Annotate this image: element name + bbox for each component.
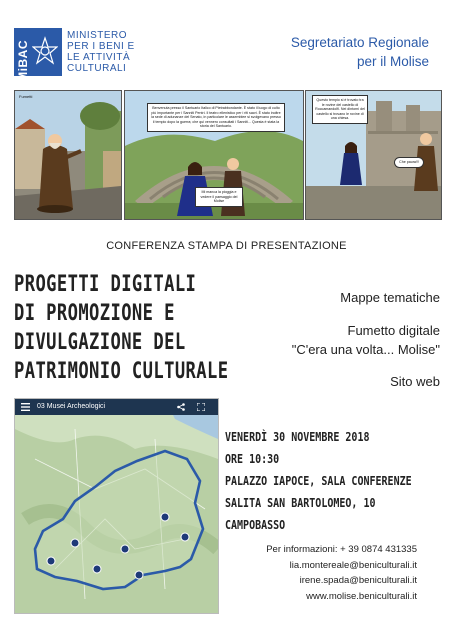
comic-panel-2-speech-bubble: Benvenuta presso il Santuario Italico di Pietrabbondante. È stato il luogo di culto più importante per i Sanniti Pentri. Il teatro ellenistico per i riti sacri. È stato inoltre la sede di adunanze del Senato, in particolare le assemblee si svolgevano presso il tempio dopo la guerra; che qui vennero consultati i Sanniti... Questa è stata la storia del Santuario. (147, 103, 285, 132)
ministry-line-3: LE ATTIVITÀ (67, 52, 131, 63)
ministry-logo (14, 28, 62, 82)
ministry-line-4: CULTURALI (67, 63, 127, 74)
comic-panel-3-speech-bubble: Questo tempio si è trovato tra le rovine del castello di Roccamandolfi. Nei dintorni del castello si trovano le rovine di una chiesa. (312, 95, 368, 124)
event-time: ORE 10:30 (225, 451, 280, 466)
comic-panel-2 (124, 90, 304, 220)
title-line-4: PATRIMONIO CULTURALE (14, 359, 229, 384)
logo-mark-text: MiBAC (16, 40, 30, 82)
museum-marker-1 (47, 557, 55, 565)
ministry-name (67, 30, 135, 74)
event-date: VENERDÌ 30 NOVEMBRE 2018 (225, 429, 370, 444)
main-title (14, 270, 228, 386)
contact-email-1[interactable]: lia.montereale@beniculturali.it (289, 559, 417, 571)
event-address: SALITA SAN BARTOLOMEO, 10 (225, 495, 376, 510)
share-icon[interactable] (177, 403, 185, 411)
comic-panel-3-exclamation: Che paura!!! (394, 157, 424, 168)
event-details (225, 426, 412, 536)
contact-email-2[interactable]: irene.spada@beniculturali.it (299, 575, 417, 586)
museum-marker-4 (121, 545, 129, 553)
fullscreen-icon[interactable] (197, 403, 205, 411)
project-fumetto-line-1: Fumetto digitale (347, 323, 440, 338)
map-canvas[interactable] (15, 399, 218, 613)
title-line-1: PROGETTI DIGITALI (14, 272, 197, 297)
segretariato-regionale (291, 33, 429, 71)
project-fumetto-line-2: "C'era una volta... Molise" (291, 342, 440, 357)
event-city: CAMPOBASSO (225, 517, 286, 532)
comic-panel-1-illustration (15, 91, 121, 219)
project-sito: Sito web (390, 374, 440, 389)
map-header (15, 399, 218, 415)
contact-phone: Per informazioni: + 39 0874 431335 (266, 544, 417, 555)
comic-panel-1 (14, 90, 122, 220)
ministry-line-1: MINISTERO (67, 30, 128, 41)
title-line-3: DIVULGAZIONE DEL (14, 330, 186, 355)
comic-panel-2-speech-bubble-small: Mi manca la pioggia e vedere il paesaggio del Molise (195, 187, 243, 207)
contact-info (266, 542, 417, 604)
ministry-line-2: PER I BENI E (67, 41, 135, 52)
menu-icon[interactable] (21, 403, 30, 411)
contact-website[interactable]: www.molise.beniculturali.it (306, 590, 417, 602)
segretariato-line-1: Segretariato Regionale (290, 35, 429, 50)
comic-panel-1-caption: Fumetti (19, 94, 33, 99)
conference-label: CONFERENZA STAMPA DI PRESENTAZIONE (106, 240, 347, 252)
museum-marker-3 (93, 565, 101, 573)
museum-marker-7 (181, 533, 189, 541)
comic-panel-3 (305, 90, 442, 220)
museum-marker-6 (161, 513, 169, 521)
title-line-2: DI PROMOZIONE E (14, 301, 175, 326)
museum-marker-2 (71, 539, 79, 547)
segretariato-line-2: per il Molise (356, 54, 429, 69)
thematic-map[interactable] (14, 398, 219, 614)
project-mappe: Mappe tematiche (340, 290, 440, 305)
map-title: 03 Musei Archeologici (37, 403, 106, 410)
museum-marker-5 (135, 571, 143, 579)
event-venue: PALAZZO IAPOCE, SALA CONFERENZE (225, 473, 412, 488)
star-emblem-icon (32, 36, 58, 68)
